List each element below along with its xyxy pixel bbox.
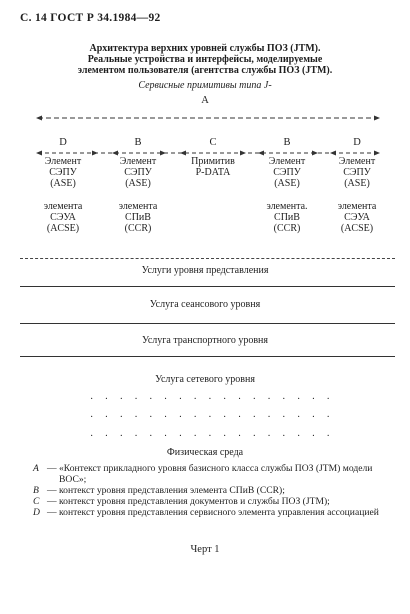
legend-text: контекст уровня представления документов и службы ПОЗ (JTM); <box>59 496 330 507</box>
column-line3: (ASE) <box>274 178 300 189</box>
column-line2: P-DATA <box>195 167 231 178</box>
boundary-session-transport <box>20 323 395 324</box>
legend-key: B <box>33 485 39 496</box>
column-line1: Элемент <box>268 156 306 167</box>
legend <box>33 463 388 518</box>
column-line3: (ASE) <box>125 178 151 189</box>
column-line6: (ACSE) <box>340 223 374 234</box>
column-line4: элемента <box>118 201 158 212</box>
legend-dash: — <box>47 496 57 507</box>
column-d-right <box>322 137 392 234</box>
figure-title-line-1: Архитектура верхних уровней службы ПОЗ (JTM). <box>89 43 321 54</box>
column-line6: (CCR) <box>273 223 301 234</box>
figure-title-line-3: элементом пользователя (агентства службы ПОЗ (JTM). <box>77 65 333 76</box>
figure-caption: Черт 1 <box>190 544 220 555</box>
dotted-separator-3: · · · · · · · · · · · · · · · · · <box>90 431 330 442</box>
boundary-transport-network <box>20 356 395 357</box>
legend-key: C <box>33 496 40 507</box>
figure-subtitle: Сервисные примитивы типа J- <box>138 80 272 91</box>
column-line5: СЭУА <box>344 212 370 223</box>
legend-item-a <box>33 463 388 485</box>
column-line1: Элемент <box>338 156 376 167</box>
layer-transport: Услуга транспортного уровня <box>141 335 269 346</box>
legend-text: «Контекст прикладного уровня базисного класса службы ПОЗ (JTM) модели ВОС»; <box>59 463 373 485</box>
column-line5: СЭУА <box>50 212 76 223</box>
column-line3: (ASE) <box>50 178 76 189</box>
column-b-left <box>103 137 173 234</box>
legend-text: контекст уровня представления сервисного элемента управления ассоциацией <box>59 507 379 518</box>
legend-item-c <box>33 496 388 507</box>
column-letter: D <box>59 137 67 148</box>
column-line6: (ACSE) <box>46 223 80 234</box>
legend-key: D <box>33 507 40 518</box>
boundary-application-presentation <box>20 258 395 259</box>
legend-key: A <box>33 463 39 474</box>
column-letter: C <box>209 137 217 148</box>
legend-dash: — <box>47 463 57 474</box>
column-letter: D <box>353 137 361 148</box>
page-header: С. 14 ГОСТ Р 34.1984—92 <box>20 12 161 24</box>
legend-dash: — <box>47 485 57 496</box>
column-line1: Элемент <box>44 156 82 167</box>
column-line6: (CCR) <box>124 223 152 234</box>
column-line2: СЭПУ <box>49 167 77 178</box>
layer-session: Услуга сеансового уровня <box>149 299 261 310</box>
dotted-separator-1: · · · · · · · · · · · · · · · · · <box>90 394 330 405</box>
column-c <box>178 137 248 178</box>
column-line1: Элемент <box>119 156 157 167</box>
legend-item-d <box>33 507 388 518</box>
layer-presentation: Услуги уровня представления <box>141 265 269 276</box>
legend-text: контекст уровня представления элемента СПиВ (CCR); <box>59 485 285 496</box>
column-line1: Примитив <box>191 156 235 167</box>
column-line3: (ASE) <box>344 178 370 189</box>
arrow-a-right-head <box>374 116 380 121</box>
column-line2: СЭПУ <box>343 167 371 178</box>
layer-network: Услуга сетевого уровня <box>155 374 255 385</box>
column-line4: элемента <box>43 201 83 212</box>
arrow-a-left-head <box>36 116 42 121</box>
boundary-presentation-session <box>20 286 395 287</box>
column-line4: элемента. <box>266 201 308 212</box>
column-line2: СЭПУ <box>273 167 301 178</box>
context-letter-a: A <box>201 95 209 106</box>
column-letter: B <box>134 137 142 148</box>
legend-dash: — <box>47 507 57 518</box>
column-line4: элемента <box>337 201 377 212</box>
column-line5: СПиВ <box>274 212 300 223</box>
column-letter: B <box>283 137 291 148</box>
column-line2: СЭПУ <box>124 167 152 178</box>
column-b-right <box>252 137 322 234</box>
legend-item-b <box>33 485 388 496</box>
figure-title-line-2: Реальные устройства и интерфейсы, моделируемые <box>87 54 323 65</box>
layer-physical: Физическая среда <box>166 447 244 458</box>
column-line5: СПиВ <box>125 212 151 223</box>
dotted-separator-2: · · · · · · · · · · · · · · · · · <box>90 412 330 423</box>
column-d-left <box>28 137 98 234</box>
